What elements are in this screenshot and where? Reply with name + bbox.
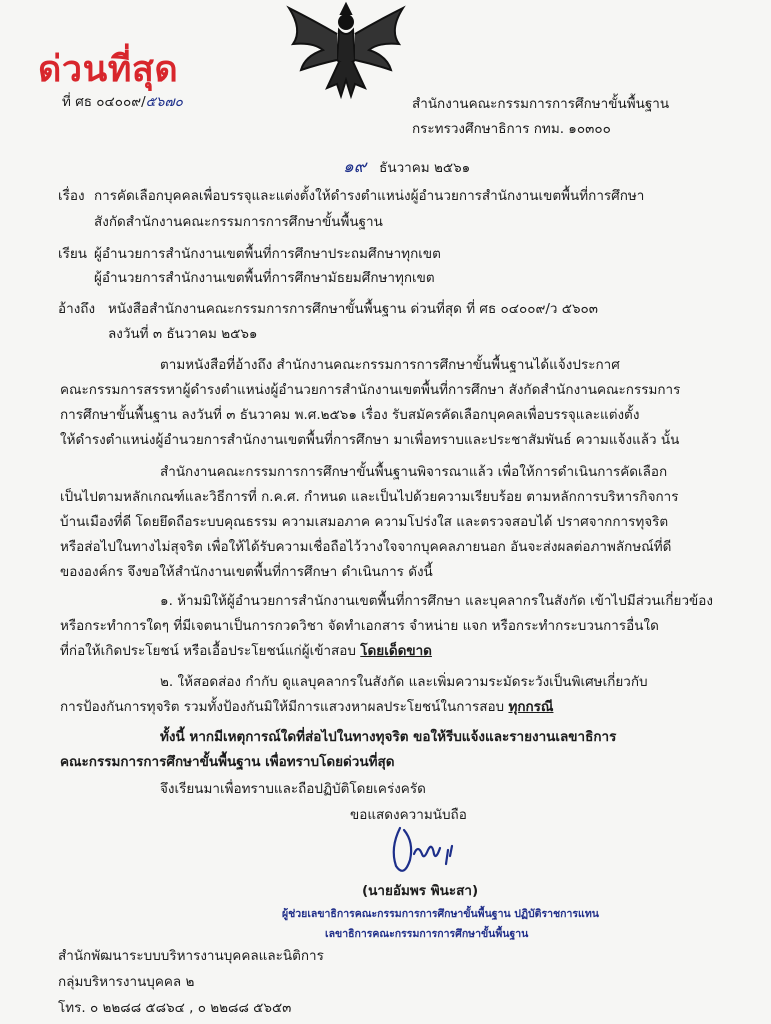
subject-line-1: การคัดเลือกบุคคลเพื่อบรรจุและแต่งตั้งให้ดำรงตำแหน่งผู้อำนวยการสำนักงานเขตพื้นที่การศึกษา (94, 188, 645, 204)
subject-label: เรื่อง (58, 188, 85, 204)
recipient-label: เรียน (58, 246, 88, 262)
paragraph-2-line: เป็นไปตามหลักเกณฑ์และวิธีการที่ ก.ค.ศ. กำหนด และเป็นไปด้วยความเรียบร้อย ตามหลักการบริหารกิจการ (60, 489, 679, 505)
recipient-line-2: ผู้อำนวยการสำนักงานเขตพื้นที่การศึกษามัธยมศึกษาทุกเขต (94, 270, 435, 286)
item-2-emphasis: ทุกกรณี (508, 699, 554, 715)
item-2-line: ๒. ให้สอดส่อง กำกับ ดูแลบุคลากรในสังกัด และเพิ่มความระมัดระวังเป็นพิเศษเกี่ยวกับ (160, 674, 648, 690)
paragraph-1-line: คณะกรรมการสรรหาผู้ดำรงตำแหน่งผู้อำนวยการสำนักงานเขตพื้นที่การศึกษา สังกัดสำนักงานคณะกรรมการ (60, 382, 681, 398)
item-1-line: หรือกระทำการใดๆ ที่มีเจตนาเป็นการกวดวิชา จัดทำเอกสาร จำหน่าย แจก หรือกระทำกระบวนการอื่นใด (60, 618, 659, 634)
document-number-prefix: ที่ ศธ ๐๔๐๐๙/ (62, 94, 146, 110)
issuing-office-address: กระทรวงศึกษาธิการ กทม. ๑๐๓๐๐ (412, 121, 611, 137)
garuda-emblem-icon (283, 0, 409, 100)
item-2-text: การป้องกันการทุจริต รวมทั้งป้องกันมิให้มีการแสวงหาผลประโยชน์ในการสอบ (60, 699, 505, 715)
reference-label: อ้างถึง (58, 301, 96, 317)
paragraph-3-line: ทั้งนี้ หากมีเหตุการณ์ใดที่ส่อไปในทางทุจริต ขอให้รีบแจ้งและรายงานเลขาธิการ (160, 729, 617, 745)
footer-department: สำนักพัฒนาระบบบริหารงานบุคคลและนิติการ (58, 948, 324, 964)
date-day-handwritten: ๑๙ (343, 157, 367, 177)
paragraph-2-line: ขององค์กร จึงขอให้สำนักงานเขตพื้นที่การศึกษา ดำเนินการ ดังนี้ (60, 564, 433, 580)
item-1-line (60, 639, 432, 661)
paragraph-2-line: สำนักงานคณะกรรมการการศึกษาขั้นพื้นฐานพิจารณาแล้ว เพื่อให้การดำเนินการคัดเลือก (160, 464, 668, 480)
paragraph-1-line: ตามหนังสือที่อ้างถึง สำนักงานคณะกรรมการการศึกษาขั้นพื้นฐานได้แจ้งประกาศ (160, 357, 620, 373)
urgency-stamp: ด่วนที่สุด (38, 49, 179, 90)
handwritten-signature-icon (386, 820, 466, 880)
paragraph-3-line: คณะกรรมการการศึกษาขั้นพื้นฐาน เพื่อทราบโดยด่วนที่สุด (60, 754, 395, 770)
closing-phrase: ขอแสดงความนับถือ (350, 807, 467, 823)
footer-group: กลุ่มบริหารงานบุคคล ๒ (58, 974, 195, 990)
document-number-handwritten: ๕๖๗๐ (145, 94, 183, 110)
paragraph-2-line: หรือส่อไปในทางไม่สุจริต เพื่อให้ได้รับความเชื่อถือไว้วางใจจากบุคคลภายนอก อันจะส่งผลต่อภาพลักษณ์ที่ดี (60, 539, 672, 555)
date-month-year: ธันวาคม ๒๕๖๑ (379, 160, 471, 176)
letter-date (343, 153, 470, 180)
footer-phone: โทร. ๐ ๒๒๘๘ ๕๘๖๔ , ๐ ๒๒๘๘ ๕๖๕๓ (58, 1000, 292, 1016)
document-number (62, 90, 183, 112)
signatory-name: (นายอัมพร พินะสา) (362, 883, 479, 899)
subject-line-2: สังกัดสำนักงานคณะกรรมการการศึกษาขั้นพื้นฐาน (94, 214, 383, 230)
item-2-line (60, 695, 553, 717)
reference-line-2: ลงวันที่ ๓ ธันวาคม ๒๕๖๑ (108, 326, 258, 342)
paragraph-1-line: ให้ดำรงตำแหน่งผู้อำนวยการสำนักงานเขตพื้นที่การศึกษา มาเพื่อทราบและประชาสัมพันธ์ ความแจ้งแล้ว นั้น (60, 432, 680, 448)
recipient-line-1: ผู้อำนวยการสำนักงานเขตพื้นที่การศึกษาประถมศึกษาทุกเขต (94, 246, 441, 262)
issuing-office: สำนักงานคณะกรรมการการศึกษาขั้นพื้นฐาน (412, 96, 670, 112)
item-1-text: ที่ก่อให้เกิดประโยชน์ หรือเอื้อประโยชน์แก่ผู้เข้าสอบ (60, 643, 356, 659)
paragraph-2-line: บ้านเมืองที่ดี โดยยึดถือระบบคุณธรรม ความเสมอภาค ความโปร่งใส และตรวจสอบได้ ปราศจากการทุจริต (60, 514, 669, 530)
item-1-emphasis: โดยเด็ดขาด (360, 643, 432, 659)
item-1-line: ๑. ห้ามมิให้ผู้อำนวยการสำนักงานเขตพื้นที่การศึกษา และบุคลากรในสังกัด เข้าไปมีส่วนเกี่ยวข้อง (160, 593, 713, 609)
signatory-position-2: เลขาธิการคณะกรรมการการศึกษาขั้นพื้นฐาน (325, 928, 529, 940)
paragraph-1-line: การศึกษาขั้นพื้นฐาน ลงวันที่ ๓ ธันวาคม พ.ศ.๒๕๖๑ เรื่อง รับสมัครคัดเลือกบุคคลเพื่อบรรจุและแต่งตั้ง (60, 407, 640, 423)
signatory-position-1: ผู้ช่วยเลขาธิการคณะกรรมการการศึกษาขั้นพื้นฐาน ปฏิบัติราชการแทน (282, 908, 599, 920)
closing-request: จึงเรียนมาเพื่อทราบและถือปฏิบัติโดยเคร่งครัด (160, 781, 426, 797)
reference-line-1: หนังสือสำนักงานคณะกรรมการการศึกษาขั้นพื้นฐาน ด่วนที่สุด ที่ ศธ ๐๔๐๐๙/ว ๕๖๐๓ (108, 301, 599, 317)
